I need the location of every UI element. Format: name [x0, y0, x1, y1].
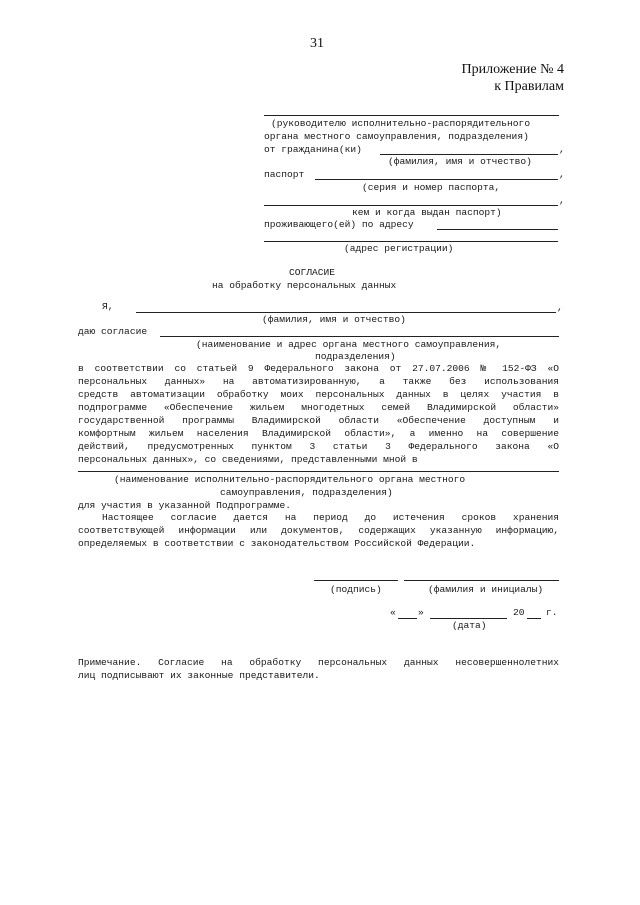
address-caption: (адрес регистрации)	[344, 243, 454, 254]
name-initials-caption: (фамилия и инициалы)	[428, 584, 544, 595]
appendix-subtitle: к Правилам	[494, 79, 564, 94]
paragraph-line: средств автоматизации обработку моих персональных данных в целях участия в	[78, 389, 559, 400]
paragraph-line: в соответствии со статьей 9 Федерального закона от 27.07.2006 № 152-ФЗ «О	[78, 363, 559, 374]
name-initials-field[interactable]	[404, 580, 559, 581]
address-field-1[interactable]	[437, 229, 558, 230]
organization-caption-2: подразделения)	[315, 351, 396, 362]
paragraph-line: определяемых в соответствии с законодательством Российской Федерации.	[78, 538, 476, 549]
paragraph-line: персональных данных», со сведениями, представленными мной в	[78, 454, 418, 465]
executive-organ-caption-1: (наименование исполнительно-распорядительного органа местного	[114, 474, 466, 485]
comma: ,	[559, 169, 565, 180]
addressee-caption-2: органа местного самоуправления, подразделения)	[264, 131, 529, 142]
note-line: Примечание. Согласие на обработку персональных данных несовершеннолетних	[78, 657, 559, 668]
organization-field[interactable]	[160, 336, 559, 337]
note-line: лиц подписывают их законные представители.	[78, 670, 320, 681]
paragraph-line: действий, предусмотренных пунктом 3 статьи 3 Федерального закона «О	[78, 441, 559, 452]
comma: ,	[559, 144, 565, 155]
i-label: Я,	[102, 301, 114, 312]
residing-label: проживающего(ей) по адресу	[264, 219, 414, 230]
consent-label: даю согласие	[78, 326, 148, 337]
paragraph-line: подпрограмме «Обеспечение жильем многодетных семей Владимирской области»	[78, 402, 559, 413]
passport-label: паспорт	[264, 169, 305, 180]
date-close-quote: »	[418, 607, 424, 618]
appendix-title: Приложение № 4	[461, 62, 564, 77]
passport-field[interactable]	[315, 179, 558, 180]
paragraph-line: Настоящее согласие дается на период до истечения сроков хранения	[102, 512, 559, 523]
document-subtitle: на обработку персональных данных	[212, 280, 397, 291]
signature-caption: (подпись)	[330, 584, 382, 595]
paragraph-line: соответствующей информации или документов, содержащих указанную информацию,	[78, 525, 559, 536]
executive-organ-caption-2: самоуправления, подразделения)	[220, 487, 393, 498]
date-caption: (дата)	[452, 620, 487, 631]
addressee-caption-1: (руководителю исполнительно-распорядительного	[271, 118, 531, 129]
passport-caption: (серия и номер паспорта,	[362, 182, 501, 193]
year-prefix: 20	[513, 607, 525, 618]
document-title: СОГЛАСИЕ	[289, 267, 336, 278]
day-field[interactable]	[398, 618, 417, 619]
organization-caption-1: (наименование и адрес органа местного самоуправления,	[196, 339, 502, 350]
citizen-fio-caption: (фамилия, имя и отчество)	[388, 156, 532, 167]
addressee-line[interactable]	[264, 115, 559, 116]
passport-issued-caption: кем и когда выдан паспорт)	[352, 207, 502, 218]
year-field[interactable]	[527, 618, 541, 619]
from-citizen-label: от гражданина(ки)	[264, 144, 362, 155]
paragraph-line: комфортным жильем населения Владимирской области», а именно на совершение	[78, 428, 559, 439]
paragraph-line: государственной программы Владимирской области «Обеспечение доступным и	[78, 415, 559, 426]
page-number: 31	[310, 36, 324, 51]
year-suffix: г.	[546, 607, 558, 618]
signature-field[interactable]	[314, 580, 398, 581]
date-open-quote: «	[390, 607, 396, 618]
applicant-fio-caption: (фамилия, имя и отчество)	[262, 314, 406, 325]
comma: ,	[557, 302, 563, 313]
comma: ,	[559, 195, 565, 206]
participation-text: для участия в указанной Подпрограмме.	[78, 500, 292, 511]
executive-organ-field[interactable]	[78, 471, 559, 472]
paragraph-line: персональных данных» на автоматизированную, а также без использования	[78, 376, 559, 387]
